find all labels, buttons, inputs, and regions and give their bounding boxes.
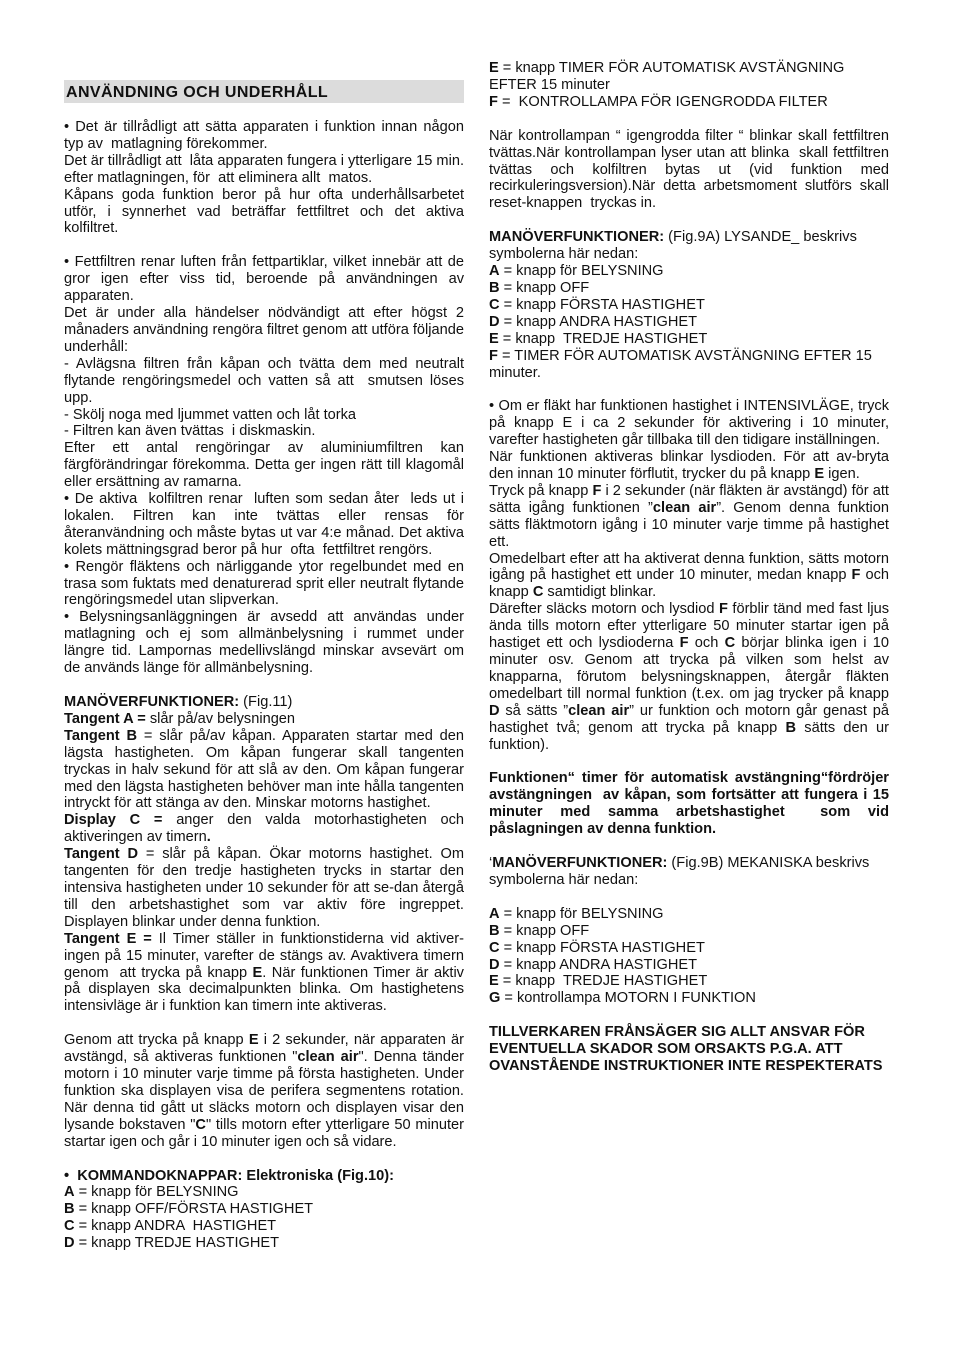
paragraph-gap	[64, 677, 464, 694]
text-run: = kontrollampa MOTORN I FUNKTION	[500, 990, 756, 1007]
right-column-text	[489, 60, 898, 1075]
bold-text-run: E	[248, 1032, 259, 1049]
text-block	[489, 1024, 889, 1075]
text-run: Genom att trycka på knapp	[64, 1032, 249, 1049]
bold-text-run: D	[489, 313, 500, 330]
text-run: ". Denna tänder motorn i 10 minuter varje timme på första hastigheten. Under funktion ska displayen visa de perifera segmentens rotation. När denna tid gått ut släcks motorn och displayen visar den lysande bokstaven "	[64, 1049, 469, 1133]
text-run: och knapp	[489, 567, 894, 601]
text-run: så sätts ”	[499, 702, 569, 719]
bold-text-run: C	[532, 584, 544, 601]
paragraph-gap	[489, 753, 889, 770]
paragraph-gap	[64, 237, 464, 254]
paragraph-gap	[64, 1151, 464, 1168]
bold-text-run: F	[592, 482, 602, 499]
text-run: = knapp ANDRA HASTIGHET	[78, 1218, 277, 1235]
text-run: = knapp FÖRSTA HASTIGHET	[503, 296, 705, 313]
bold-text-run: C	[195, 1116, 206, 1133]
text-block	[489, 127, 898, 213]
bold-text-run: A	[489, 905, 500, 922]
paragraph-gap	[489, 1007, 889, 1024]
bold-text-run: A	[489, 263, 500, 280]
bold-text-run: Tangent D	[64, 846, 139, 863]
bold-text-run: B	[785, 719, 797, 736]
text-run: och	[688, 635, 725, 652]
bold-text-run: Funktionen“ timer för automatisk avstängning“fördröjer avstängningen av kåpan, som fortsätter att fungera i 15 minuter med samma arbetshastighet som vid påslagningen av denna funktion.	[489, 770, 894, 838]
text-run: = knapp OFF/FÖRSTA HASTIGHET	[78, 1201, 314, 1218]
bold-text-run: D	[489, 956, 500, 973]
text-run: = knapp för BELYSNING	[503, 263, 664, 280]
text-run: = slår på/av kåpan. Apparaten startar med den lägsta hastigheten. Om kåpan fungerar skall tangenten tryckas in halv sekund för att slå av den. Om kåpan fungerar med den lägsta hastigheten behöver man inte hålla tangenten intryckt för att stänga av den. Minskar motorns hastighet.	[64, 727, 464, 812]
bold-text-run: A	[64, 1184, 75, 1201]
text-run: = knapp OFF	[503, 279, 590, 296]
text-block	[489, 398, 894, 753]
text-block	[489, 855, 889, 1007]
bold-text-run: MANÖVERFUNKTIONER:	[64, 694, 240, 710]
text-run: " tills motorn efter ytterligare 50 minuter startar igen och går i 10 minuter igen och så vidare.	[64, 1116, 469, 1150]
bold-text-run: Tangent B	[64, 727, 138, 744]
bold-text-run: Display C =	[64, 812, 163, 829]
text-run: förblir tänd med fast ljus ända tills motorn efter ytterligare 50 minuter startar igen på hastiget ett och lysdioderna	[489, 601, 894, 652]
bold-text-run: E	[489, 60, 499, 76]
bold-text-run: D	[64, 1235, 75, 1252]
bold-text-run: E	[489, 973, 499, 990]
text-run: Il Timer ställer in funktionstiderna vid aktiver-ingen på 15 minuter, varefter de stängs av. Avaktivera timern genom att trycka på knapp	[64, 930, 469, 981]
text-run: = knapp FÖRSTA HASTIGHET	[503, 939, 705, 956]
text-run: • Fettfiltren renar luften från fettpartiklar, vilket innebär att de gror igen efter viss tid, beroende på användningen av apparaten. Det är under alla händelser nödvändigt att efter högst 2 månaders användning rengöra filtret genom att utföra följande underhåll: - Avlägsna filtren från kåpan och tvätta dem med neutralt flytande rengöringsmedel och vatten så att smutsen löses upp. - Skölj noga med ljummet vatten och låt torka - Filtren kan även tvättas i diskmaskin. Efter ett antal rengöringar av aluminiumfiltren kan färgförändringar förekomma. Detta ger ingen rätt till klagomål eller ersättning av ramarna. • De aktiva kolfiltren renar luften som sedan åter leds ut i lokalen. Filtren kan inte tvättas eller rensas för återanvändning och måste bytas ut var 4:e månad. Det aktiva kolets mättningsgrad beror på hur ofta fettfiltret rengörs. • Rengör fläktens och närliggande ytor regelbundet med en trasa som fuktats med denaturerad sprit eller neutralt flytande rengöringsmedel utan slipverkan. • Belysningsanläggningen är avsedd att användas under matlagning och ej som allmänbelysning i rummet under längre tid. Lampornas medellivslängd minskar avsevärt om de används länge för allmänbelysning.	[64, 254, 464, 677]
bold-text-run: C	[724, 635, 736, 652]
text-run: • Om er fläkt har funktionen hastighet i INTENSIVLÄGE, tryck på knapp E i ca 2 sekunder för aktivering i 10 minuter, varefter hastigheten går tillbaka till den tidigare inställningen. När funktionen aktiveras blinkar lysdioden. För att av-bryta den innan 10 minuter förflutit, trycker du på knapp	[489, 398, 889, 483]
text-run: = knapp för BELYSNING	[78, 1184, 239, 1201]
bold-text-run: E	[252, 964, 263, 981]
text-run: = knapp för BELYSNING	[503, 905, 664, 922]
bold-text-run: C	[489, 939, 500, 956]
text-run: (Fig.11)	[243, 694, 293, 710]
paragraph-gap	[489, 111, 889, 128]
text-run: = knapp TREDJE HASTIGHET	[74, 1235, 280, 1252]
text-run: ” ur funktion och motorn går genast på hastighet två; genom att trycka på knapp	[489, 702, 894, 736]
text-block	[64, 694, 469, 1015]
bold-text-run: E	[489, 330, 499, 347]
paragraph-gap	[489, 381, 889, 398]
text-run: börjar blinka igen i 10 minuter osv. Genom att trycka på vilken som helst av knapparna, förutom belysningsknappen, återgår fläkten omedelbart till normal funktion (t.ex. om jag trycker på knapp	[489, 635, 894, 702]
bold-text-run: clean air	[297, 1049, 359, 1066]
paragraph-gap	[64, 1015, 464, 1032]
text-block	[64, 1032, 469, 1150]
bold-text-run: • KOMMANDOKNAPPAR: Elektroniska (Fig.10):	[64, 1167, 394, 1184]
bold-text-run: MANÖVERFUNKTIONER:	[489, 229, 665, 246]
text-run: (Fig.9A) LYSANDE_ beskrivs symbolerna här nedan:	[489, 229, 857, 263]
text-run: = knapp ANDRA HASTIGHET	[503, 313, 698, 330]
bold-text-run: F	[489, 347, 498, 364]
text-run: . När funktionen Timer är aktiv på displayen ska decimalpunkten blinka. Om hastighetens intensivläge är i funktion kan timern inte aktiveras.	[64, 964, 469, 1015]
text-run: igen. Tryck på knapp	[489, 466, 860, 499]
text-block	[64, 254, 464, 677]
text-run: ‘	[489, 855, 493, 872]
paragraph-gap	[489, 212, 889, 229]
bold-text-run: D	[489, 702, 500, 719]
text-run: ”. Genom denna funktion sätts fläktmotorn igång i 10 minuter varje timme på hastighet ett. Omedelbart efter att ha aktiverat denna funktion, sätts motorn igång på hastighet ett under 10 minuter, medan knapp	[489, 499, 889, 584]
left-column	[64, 80, 469, 1252]
bold-text-run: .	[206, 829, 211, 846]
bold-text-run: C	[64, 1218, 75, 1235]
bold-text-run: F	[489, 93, 498, 110]
bold-text-run: clean air	[568, 702, 630, 719]
text-run: = knapp TREDJE HASTIGHET	[502, 330, 708, 347]
text-block	[489, 770, 894, 838]
bold-text-run: F	[719, 601, 728, 618]
text-run: • Det är tillrådligt att sätta apparaten i funktion innan någon typ av matlagning förekommer. Det är tillrådligt att låta apparaten fungera i ytterligare 15 min. efter matlagningen, för att eliminera allt matos. Kåpans goda funktion beror på hur ofta underhållsarbetet utför, i synnerhet vad beträffar fettfiltret och det aktiva kolfiltret.	[64, 119, 464, 237]
text-block	[489, 60, 889, 111]
section-title: ANVÄNDNING OCH UNDERHÅLL	[64, 80, 464, 103]
bold-text-run: Tangent A =	[64, 710, 146, 727]
bold-text-run: B	[489, 279, 500, 296]
right-column	[489, 60, 898, 1075]
text-run: i 2 sekunder (när fläkten är avstängd) för att sätta igång funktionen ”	[489, 482, 894, 516]
bold-text-run: F	[851, 567, 861, 584]
bold-text-run: C	[489, 296, 500, 313]
text-run: i 2 sekunder, när apparaten är avstängd, så aktiveras funktionen "	[64, 1032, 469, 1066]
paragraph-gap	[489, 838, 889, 855]
text-run: anger den valda motorhastigheten och aktiveringen av timern	[64, 812, 469, 846]
text-run: = knapp TIMER FÖR AUTOMATISK AVSTÄNGNING EFTER 15 minuter	[489, 60, 845, 93]
left-column-text	[64, 119, 469, 1252]
bold-text-run: clean air	[652, 499, 717, 516]
bold-text-run: F	[679, 635, 689, 652]
bold-text-run: Tangent E =	[64, 930, 152, 947]
bold-text-run: TILLVERKAREN FRÅNSÄGER SIG ALLT ANSVAR FÖR EVENTUELLA SKADOR SOM ORSAKTS P.G.A. ATT OVANSTÅENDE INSTRUKTIONER INTE RESPEKTERATS	[489, 1024, 883, 1075]
text-run: = knapp OFF	[503, 922, 590, 939]
text-run: samtidigt blinkar. Därefter släcks motorn och lysdiod	[489, 584, 715, 618]
bold-text-run: B	[489, 922, 500, 939]
text-run: = knapp ANDRA HASTIGHET	[503, 956, 698, 973]
text-block	[64, 119, 464, 237]
bold-text-run: B	[64, 1201, 75, 1218]
bold-text-run: G	[489, 990, 501, 1007]
text-run: (Fig.9B) MEKANISKA beskrivs symbolerna här nedan:	[489, 855, 870, 888]
text-run: = KONTROLLAMPA FÖR IGENGRODDA FILTER	[497, 93, 828, 110]
text-run: = TIMER FÖR AUTOMATISK AVSTÄNGNING EFTER 15 minuter.	[489, 347, 876, 381]
text-run: = slår på kåpan. Ökar motorns hastighet. Om tangenten för den tredje hastigheten trycks in startar den intensiva hastigheten under 10 sekunder för att se-dan återgå till den arbetshastighet som var aktiv före ingreppet. Displayen blinkar under denna funktion.	[64, 846, 464, 930]
bold-text-run: E	[814, 466, 825, 483]
text-run: När kontrollampan “ igengrodda filter “ blinkar skall fettfiltren tvättas.När kontrollampan lyser utan att blinka skall fettfiltren tvättas och kolfiltren bytas ut (vid funktion med recirkuleringsversion).När detta arbetsmoment slutförs skall reset-knappen tryckas in.	[489, 127, 898, 212]
text-run: = knapp TREDJE HASTIGHET	[502, 973, 708, 990]
text-run: sätts den ur funktion).	[489, 719, 894, 753]
text-run: slår på/av belysningen	[149, 710, 296, 727]
text-block	[64, 1168, 464, 1253]
bold-text-run: MANÖVERFUNKTIONER:	[492, 855, 668, 872]
text-block	[489, 229, 889, 381]
